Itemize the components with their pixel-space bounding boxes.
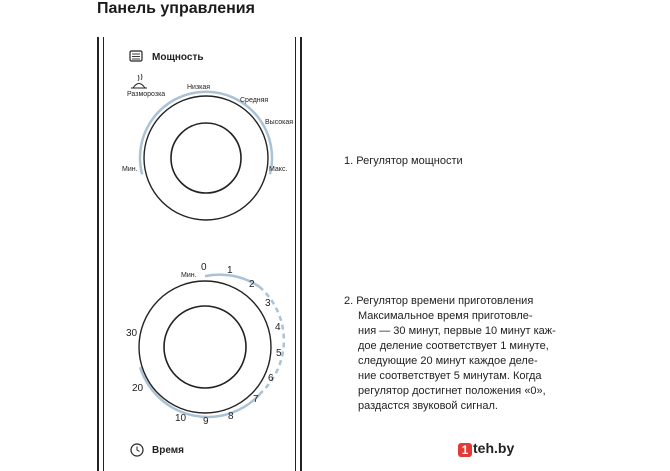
control-panel <box>97 37 302 471</box>
power-label-low: Низкая <box>187 84 211 91</box>
timer-label-min: Мин. <box>181 272 197 279</box>
timer-mark: 2 <box>249 279 255 290</box>
timer-mark: 8 <box>228 411 234 422</box>
timer-mark: 9 <box>203 416 209 427</box>
timer-mark: 3 <box>265 298 271 309</box>
timer-mark: 5 <box>276 348 282 359</box>
description-line: регулятор достигнет положения «0», <box>358 385 546 397</box>
timer-dial[interactable] <box>139 275 284 417</box>
timer-mark: 0 <box>201 262 207 273</box>
watermark-logo <box>458 440 534 460</box>
description-line: дое деление соответствует 1 минуте, <box>358 340 549 352</box>
timer-mark: 10 <box>175 413 187 424</box>
clock-icon <box>131 444 143 456</box>
timer-mark: 1 <box>227 265 233 276</box>
defrost-icon <box>131 74 147 88</box>
logo-text: teh.by <box>473 440 515 456</box>
timer-mark: 30 <box>126 328 138 339</box>
description-line: раздастся звуковой сигнал. <box>358 400 498 412</box>
logo-mark: 1 <box>458 443 472 457</box>
description-item-1: 1. Регулятор мощности <box>344 155 463 167</box>
description-line: ния — 30 минут, первые 10 минут каж- <box>358 325 556 337</box>
power-label-min: Мин. <box>122 166 138 173</box>
description-line: Максимальное время приготовле- <box>358 310 533 322</box>
microwave-icon <box>130 51 142 61</box>
page-title: Панель управления <box>97 0 255 17</box>
description-line: 2. Регулятор времени приготовления <box>344 295 534 307</box>
power-label-defrost: Разморозка <box>127 91 166 98</box>
power-label-medium: Средняя <box>240 97 269 104</box>
power-label-high: Высокая <box>265 119 294 126</box>
timer-mark: 20 <box>132 383 144 394</box>
description-line: следующие 20 минут каждое деле- <box>358 355 538 367</box>
timer-header: Время <box>152 445 184 456</box>
timer-mark: 7 <box>253 394 259 405</box>
power-label-max: Макс. <box>269 166 288 173</box>
dials-graphic <box>97 37 302 471</box>
power-dial[interactable] <box>140 92 272 220</box>
power-header: Мощность <box>152 52 204 63</box>
description-line: ние соответствует 5 минутам. Когда <box>358 370 542 382</box>
timer-mark: 4 <box>275 322 281 333</box>
timer-mark: 6 <box>268 373 274 384</box>
